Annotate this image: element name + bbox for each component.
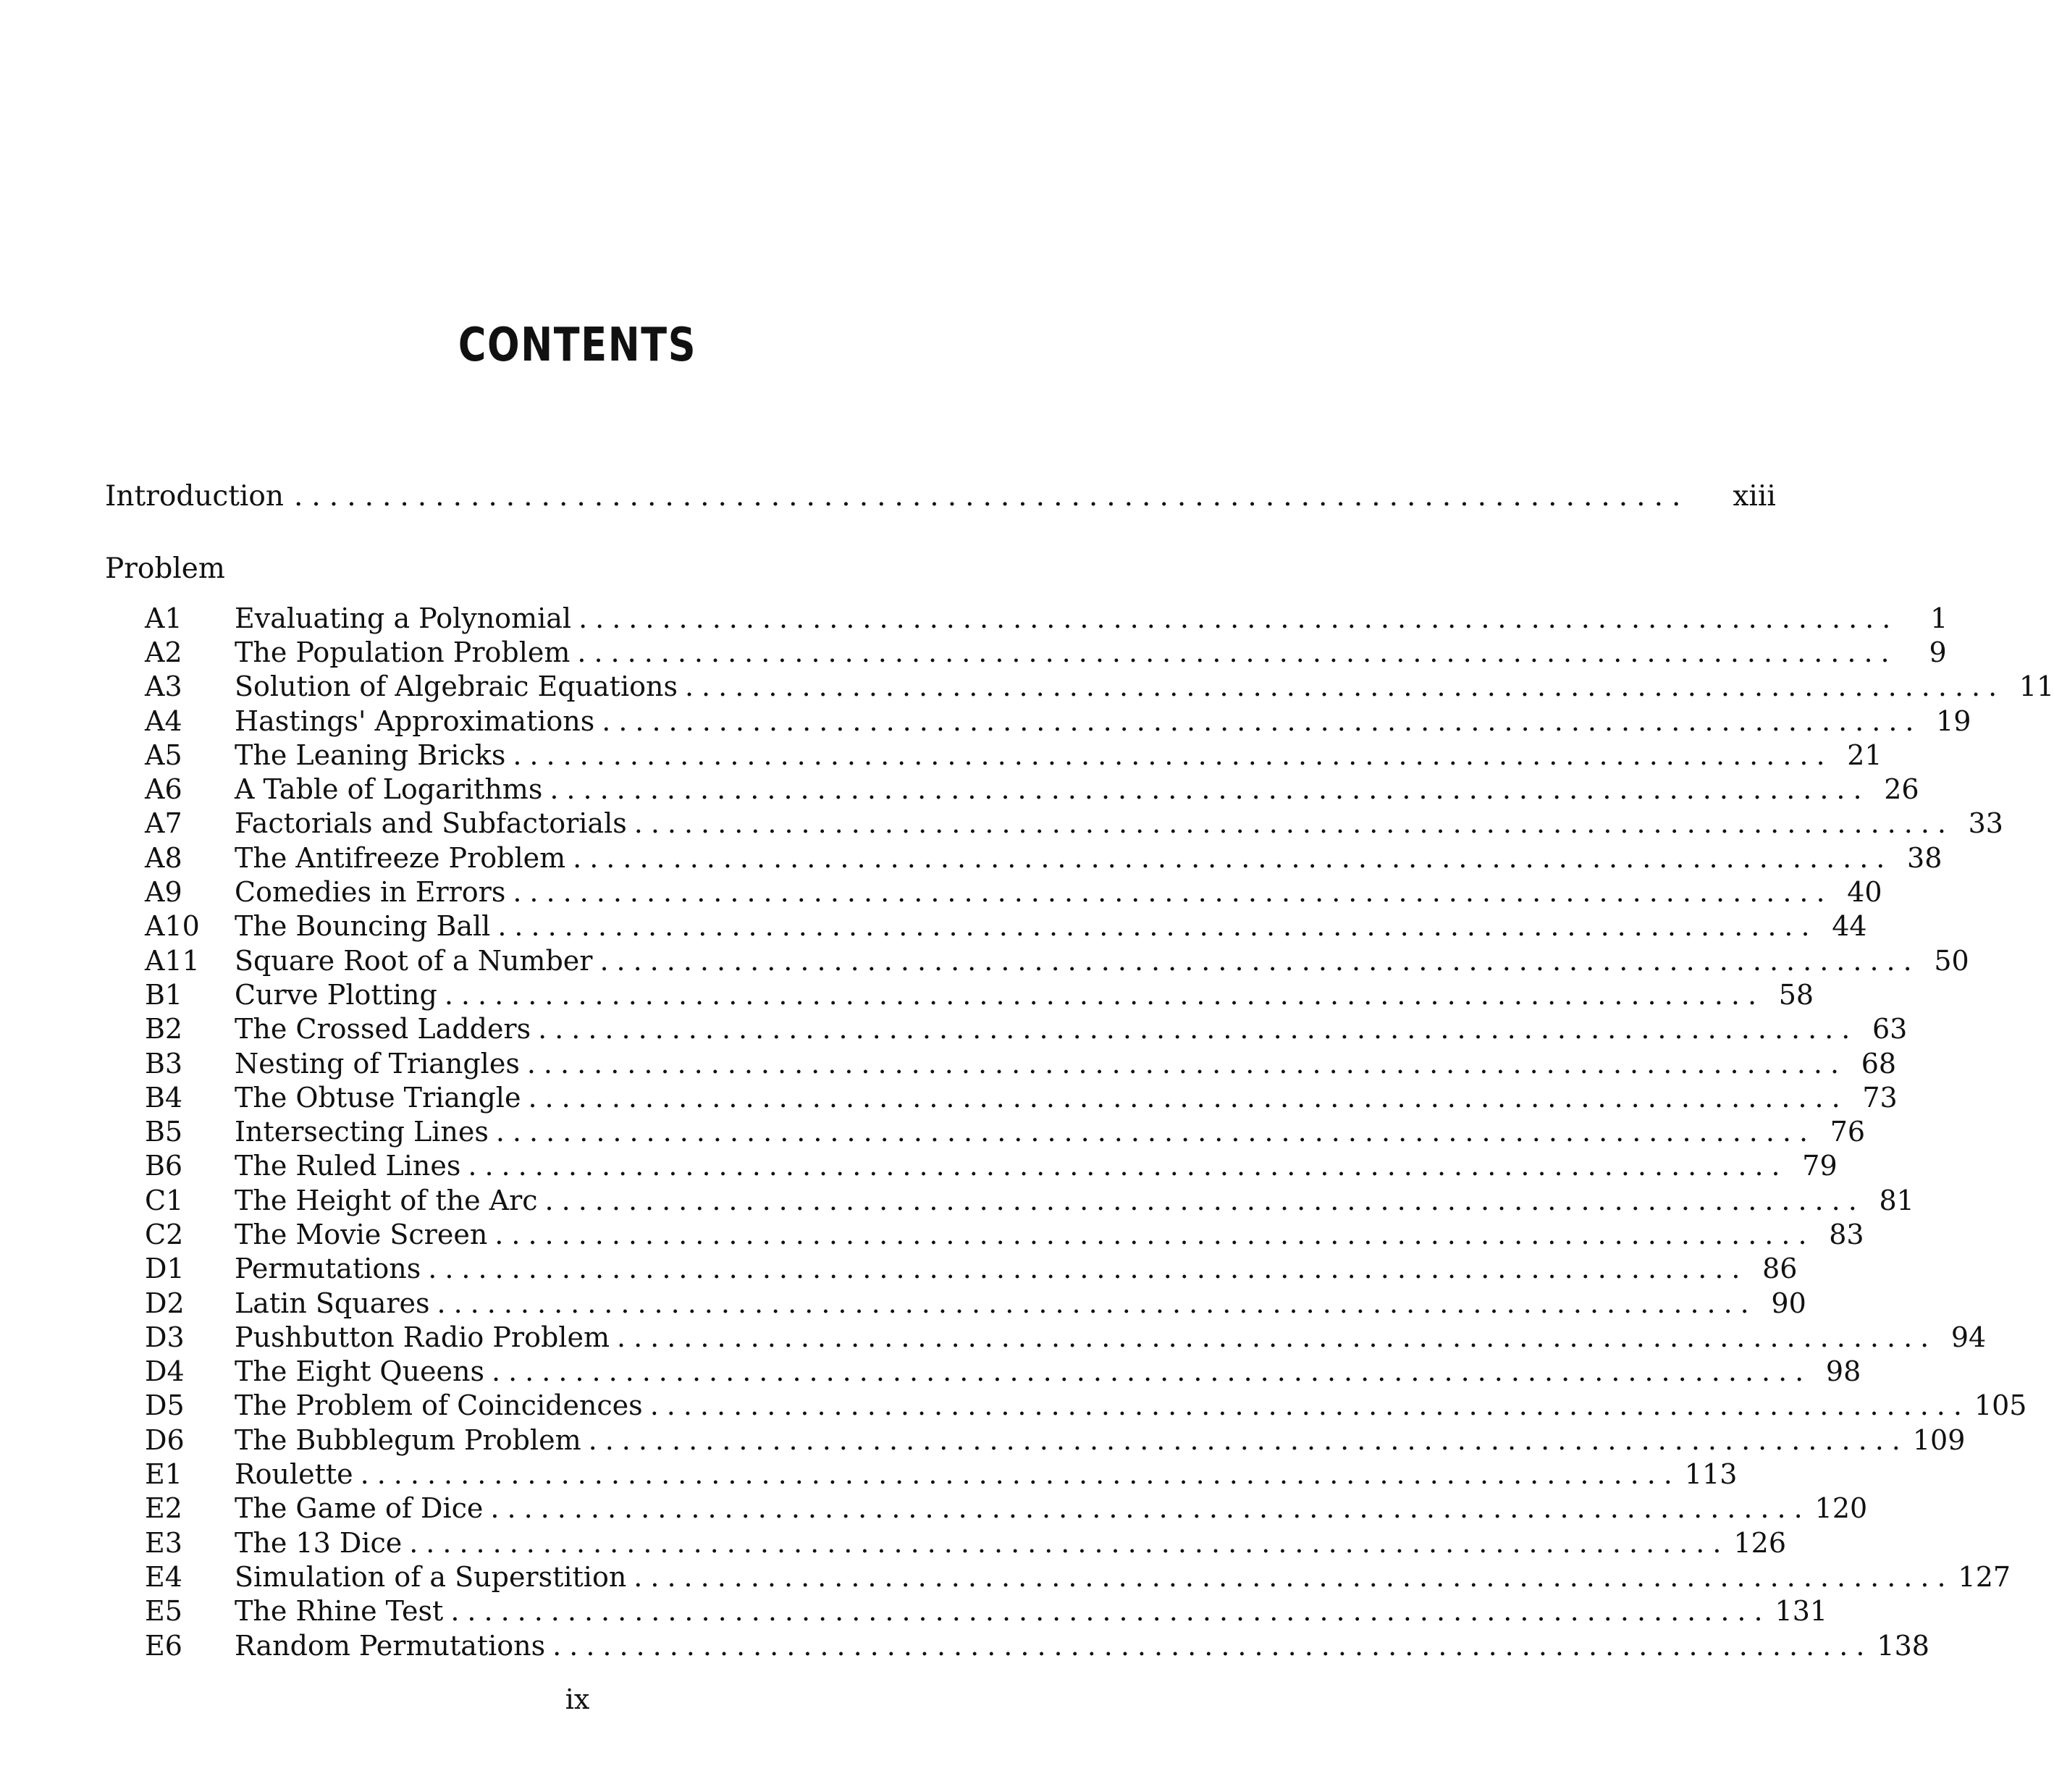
entry-body	[235, 1560, 2011, 1593]
dot-leader: ...............................................................................	[492, 1355, 1812, 1388]
problem-code: A10	[145, 910, 200, 943]
section-heading: Problem	[105, 552, 225, 585]
entry-body	[235, 636, 1947, 668]
entry-body	[235, 1389, 2027, 1422]
toc-entry-row[interactable]	[0, 1114, 1866, 1148]
problem-title: Simulation of a Superstition	[235, 1560, 627, 1593]
entry-body	[235, 1150, 1838, 1182]
page-number: 1	[1930, 602, 1948, 634]
dot-leader: ...............................................................................	[490, 1492, 1811, 1525]
entry-body	[235, 670, 2054, 703]
toc-entry-row[interactable]	[0, 635, 1947, 669]
problem-title: The Bouncing Ball	[235, 910, 491, 943]
dot-leader: ...............................................................................	[409, 1526, 1730, 1559]
problem-title: Random Permutations	[235, 1629, 546, 1662]
toc-entry-row[interactable]	[0, 977, 1814, 1011]
toc-entry-row[interactable]	[0, 1046, 1897, 1080]
page-number: 44	[1832, 910, 1867, 943]
problem-code: A11	[145, 944, 200, 977]
problem-code: A5	[145, 739, 182, 771]
dot-leader: ...............................................................................	[550, 773, 1870, 806]
dot-leader: ...............................................................................	[616, 1321, 1937, 1353]
problem-title: The Obtuse Triangle	[235, 1081, 521, 1114]
entry-body	[235, 876, 1882, 909]
dot-leader: ...............................................................................	[437, 1287, 1757, 1319]
problem-code: E4	[145, 1560, 182, 1593]
page-number: 68	[1861, 1047, 1897, 1080]
dot-leader: ...............................................................................	[599, 944, 1920, 977]
dot-leader: ...............................................................................	[634, 807, 1954, 840]
toc-introduction-row[interactable]	[105, 480, 1776, 523]
problem-title: Square Root of a Number	[235, 944, 593, 977]
toc-entry-list	[0, 601, 2054, 1662]
page-number: 81	[1879, 1184, 1914, 1216]
page-number: 40	[1847, 876, 1882, 909]
toc-entry-row[interactable]	[0, 1389, 2027, 1423]
page-number: 109	[1912, 1423, 1966, 1456]
dot-leader: ...............................................................................	[494, 1218, 1815, 1250]
entry-body	[235, 1013, 1908, 1046]
page-number: 94	[1950, 1321, 1987, 1353]
entry-body	[235, 841, 1943, 874]
problem-code: D1	[145, 1253, 185, 1285]
toc-entry-row[interactable]	[0, 1217, 1864, 1251]
problem-code: A9	[145, 876, 182, 909]
toc-entry-row[interactable]	[0, 1149, 1838, 1183]
entry-body	[235, 807, 2003, 840]
entry-body	[235, 1423, 1966, 1456]
page-number: 127	[1958, 1560, 2011, 1593]
entry-body	[235, 1629, 1929, 1662]
dot-leader: ...............................................................................	[360, 1458, 1680, 1491]
toc-entry-row[interactable]	[0, 1355, 1861, 1389]
entry-body	[235, 739, 1882, 771]
dot-leader: ...............................................................................	[634, 1560, 1954, 1593]
dot-leader: ...............................................................................	[573, 841, 1893, 874]
page-number: 63	[1872, 1013, 1908, 1046]
page-number: 38	[1907, 841, 1943, 874]
dot-leader: ...............................................................................	[684, 670, 2005, 703]
problem-title: Hastings' Approximations	[235, 704, 595, 737]
page-number: 83	[1829, 1218, 1864, 1250]
entry-body	[235, 1253, 1798, 1285]
toc-entry-row[interactable]	[0, 1457, 1738, 1491]
problem-title: Intersecting Lines	[235, 1116, 489, 1148]
dot-leader: ...............................................................................	[649, 1389, 1970, 1422]
toc-entry-row[interactable]	[0, 1012, 1908, 1046]
dot-leader: ...............................................................................	[577, 636, 1898, 668]
toc-entry-row[interactable]	[0, 601, 1948, 635]
problem-title: The Ruled Lines	[235, 1150, 461, 1182]
problem-title: The Leaning Bricks	[235, 739, 506, 771]
problem-code: A4	[145, 704, 182, 737]
page-folio: ix	[565, 1683, 590, 1715]
page-number: 113	[1684, 1458, 1738, 1491]
entry-body	[235, 1184, 1914, 1216]
dot-leader: ...............................................................................	[578, 602, 1899, 634]
page-number: 21	[1847, 739, 1882, 771]
toc-entry-row[interactable]	[0, 1628, 1929, 1662]
problem-code: D6	[145, 1423, 185, 1456]
toc-entry-row[interactable]	[0, 875, 1882, 909]
problem-code: D5	[145, 1389, 185, 1422]
problem-code: D2	[145, 1287, 185, 1319]
problem-code: A2	[145, 636, 182, 668]
entry-body	[235, 1355, 1861, 1388]
problem-title: The Crossed Ladders	[235, 1013, 531, 1046]
dot-leader: ...............................................................................	[544, 1184, 1865, 1216]
problem-title: The Game of Dice	[235, 1492, 484, 1525]
entry-body	[235, 978, 1814, 1011]
problem-title: The 13 Dice	[235, 1526, 403, 1559]
dot-leader: ...............................................................................	[513, 739, 1833, 771]
page-number: 9	[1929, 636, 1947, 668]
problem-code: E3	[145, 1526, 182, 1559]
problem-code: B3	[145, 1047, 183, 1080]
dot-leader: ...............................................................................	[538, 1013, 1859, 1046]
problem-code: A7	[145, 807, 182, 840]
entry-body	[235, 1458, 1738, 1491]
page-number: 105	[1974, 1389, 2027, 1422]
problem-code: B2	[145, 1013, 183, 1046]
problem-code: E5	[145, 1595, 182, 1628]
page-number: 138	[1877, 1629, 1929, 1662]
entry-body	[235, 1218, 1864, 1250]
toc-entry-row[interactable]	[0, 670, 2054, 704]
toc-entry-row[interactable]	[0, 738, 1882, 772]
dot-leader: ...............................................................................	[428, 1253, 1748, 1285]
toc-entry-row[interactable]	[0, 1286, 1806, 1320]
problem-code: A8	[145, 841, 182, 874]
problem-title: Nesting of Triangles	[235, 1047, 520, 1080]
toc-entry-row[interactable]	[0, 1252, 1798, 1286]
problem-title: Roulette	[235, 1458, 353, 1491]
problem-title: Comedies in Errors	[235, 876, 506, 909]
entry-body	[235, 1116, 1866, 1148]
problem-title: The Height of the Arc	[235, 1184, 538, 1216]
problem-title: A Table of Logarithms	[235, 773, 543, 806]
dot-leader: ...............................................................................	[444, 978, 1765, 1011]
problem-title: Evaluating a Polynomial	[235, 602, 572, 634]
problem-title: Latin Squares	[235, 1287, 430, 1319]
dot-leader: ...............................................................................	[526, 1047, 1848, 1080]
entry-body	[235, 910, 1867, 943]
problem-code: B6	[145, 1150, 183, 1182]
page-number: 50	[1934, 944, 1969, 977]
problem-title: The Population Problem	[235, 636, 571, 668]
toc-entry-row[interactable]	[0, 1594, 1828, 1628]
problem-title: The Antifreeze Problem	[235, 841, 566, 874]
entry-body	[235, 944, 1969, 977]
toc-entry-row[interactable]	[0, 772, 1919, 806]
entry-body	[235, 1492, 1868, 1525]
toc-entry-row[interactable]	[0, 909, 1867, 943]
problem-title: The Bubblegum Problem	[235, 1423, 581, 1456]
page-number: 19	[1936, 704, 1971, 737]
dot-leader: ...............................................................................	[552, 1629, 1873, 1662]
problem-title: The Rhine Test	[235, 1595, 444, 1628]
toc-entry-row[interactable]	[0, 807, 2003, 841]
problem-title: The Problem of Coincidences	[235, 1389, 643, 1422]
problem-title: The Movie Screen	[235, 1218, 488, 1250]
problem-title: Factorials and Subfactorials	[235, 807, 627, 840]
entry-body	[235, 602, 1948, 634]
entry-body	[235, 1287, 1806, 1319]
page-number: 90	[1771, 1287, 1806, 1319]
problem-code: D4	[145, 1355, 185, 1388]
toc-entry-row[interactable]	[0, 1526, 1786, 1560]
toc-entry-row[interactable]	[0, 1492, 1868, 1526]
page-number: 131	[1775, 1595, 1828, 1628]
toc-entry-row[interactable]	[0, 1183, 1914, 1217]
introduction-label: Introduction	[105, 480, 284, 513]
page-number: 76	[1830, 1116, 1866, 1148]
page-number: 120	[1814, 1492, 1868, 1525]
page-number: 86	[1762, 1253, 1798, 1285]
dot-leader: ...............................................................................	[602, 704, 1922, 737]
toc-entry-row[interactable]	[0, 1423, 1966, 1457]
problem-code: E6	[145, 1629, 182, 1662]
problem-code: D3	[145, 1321, 185, 1353]
dot-leader: ...............................................................................	[528, 1081, 1848, 1114]
problem-code: C2	[145, 1218, 184, 1250]
problem-title: Solution of Algebraic Equations	[235, 670, 678, 703]
page-number: 26	[1884, 773, 1919, 806]
entry-body	[235, 1526, 1786, 1559]
problem-code: B1	[145, 978, 183, 1011]
dot-leader: ...............................................................................	[294, 480, 1690, 513]
toc-entry-row[interactable]	[0, 943, 1969, 977]
problem-title: Pushbutton Radio Problem	[235, 1321, 610, 1353]
problem-code: A3	[145, 670, 182, 703]
problem-title: The Eight Queens	[235, 1355, 485, 1388]
toc-entry-row[interactable]	[0, 704, 1971, 738]
toc-entry-row[interactable]	[0, 841, 1943, 875]
page-number: 126	[1733, 1526, 1786, 1559]
page-number: 58	[1778, 978, 1814, 1011]
problem-code: A6	[145, 773, 182, 806]
dot-leader: ...............................................................................	[513, 876, 1833, 909]
entry-body	[235, 773, 1919, 806]
toc-entry-row[interactable]	[0, 1320, 1987, 1354]
entry-body	[235, 1321, 1987, 1353]
problem-code: E2	[145, 1492, 182, 1525]
toc-entry-row[interactable]	[0, 1560, 2011, 1594]
dot-leader: ...............................................................................	[588, 1423, 1908, 1456]
page-number: 33	[1968, 807, 2003, 840]
dot-leader: ...............................................................................	[450, 1595, 1771, 1628]
entry-body	[235, 1047, 1897, 1080]
entry-body	[235, 704, 1971, 737]
page-title: CONTENTS	[458, 319, 697, 372]
problem-code: C1	[145, 1184, 184, 1216]
problem-code: A1	[145, 602, 182, 634]
problem-title: Curve Plotting	[235, 978, 437, 1011]
page-number: 79	[1802, 1150, 1838, 1182]
page-number: 11	[2019, 670, 2054, 703]
toc-entry-row[interactable]	[0, 1080, 1898, 1114]
dot-leader: ...............................................................................	[468, 1150, 1788, 1182]
page-number: 73	[1862, 1081, 1898, 1114]
introduction-page-number: xiii	[1733, 480, 1776, 513]
problem-code: B5	[145, 1116, 183, 1148]
problem-title: Permutations	[235, 1253, 421, 1285]
entry-body	[235, 1595, 1828, 1628]
dot-leader: ...............................................................................	[497, 910, 1818, 943]
problem-code: E1	[145, 1458, 182, 1491]
dot-leader: ...............................................................................	[495, 1116, 1817, 1148]
page-number: 98	[1825, 1355, 1861, 1388]
entry-body	[235, 1081, 1898, 1114]
problem-code: B4	[145, 1081, 183, 1114]
